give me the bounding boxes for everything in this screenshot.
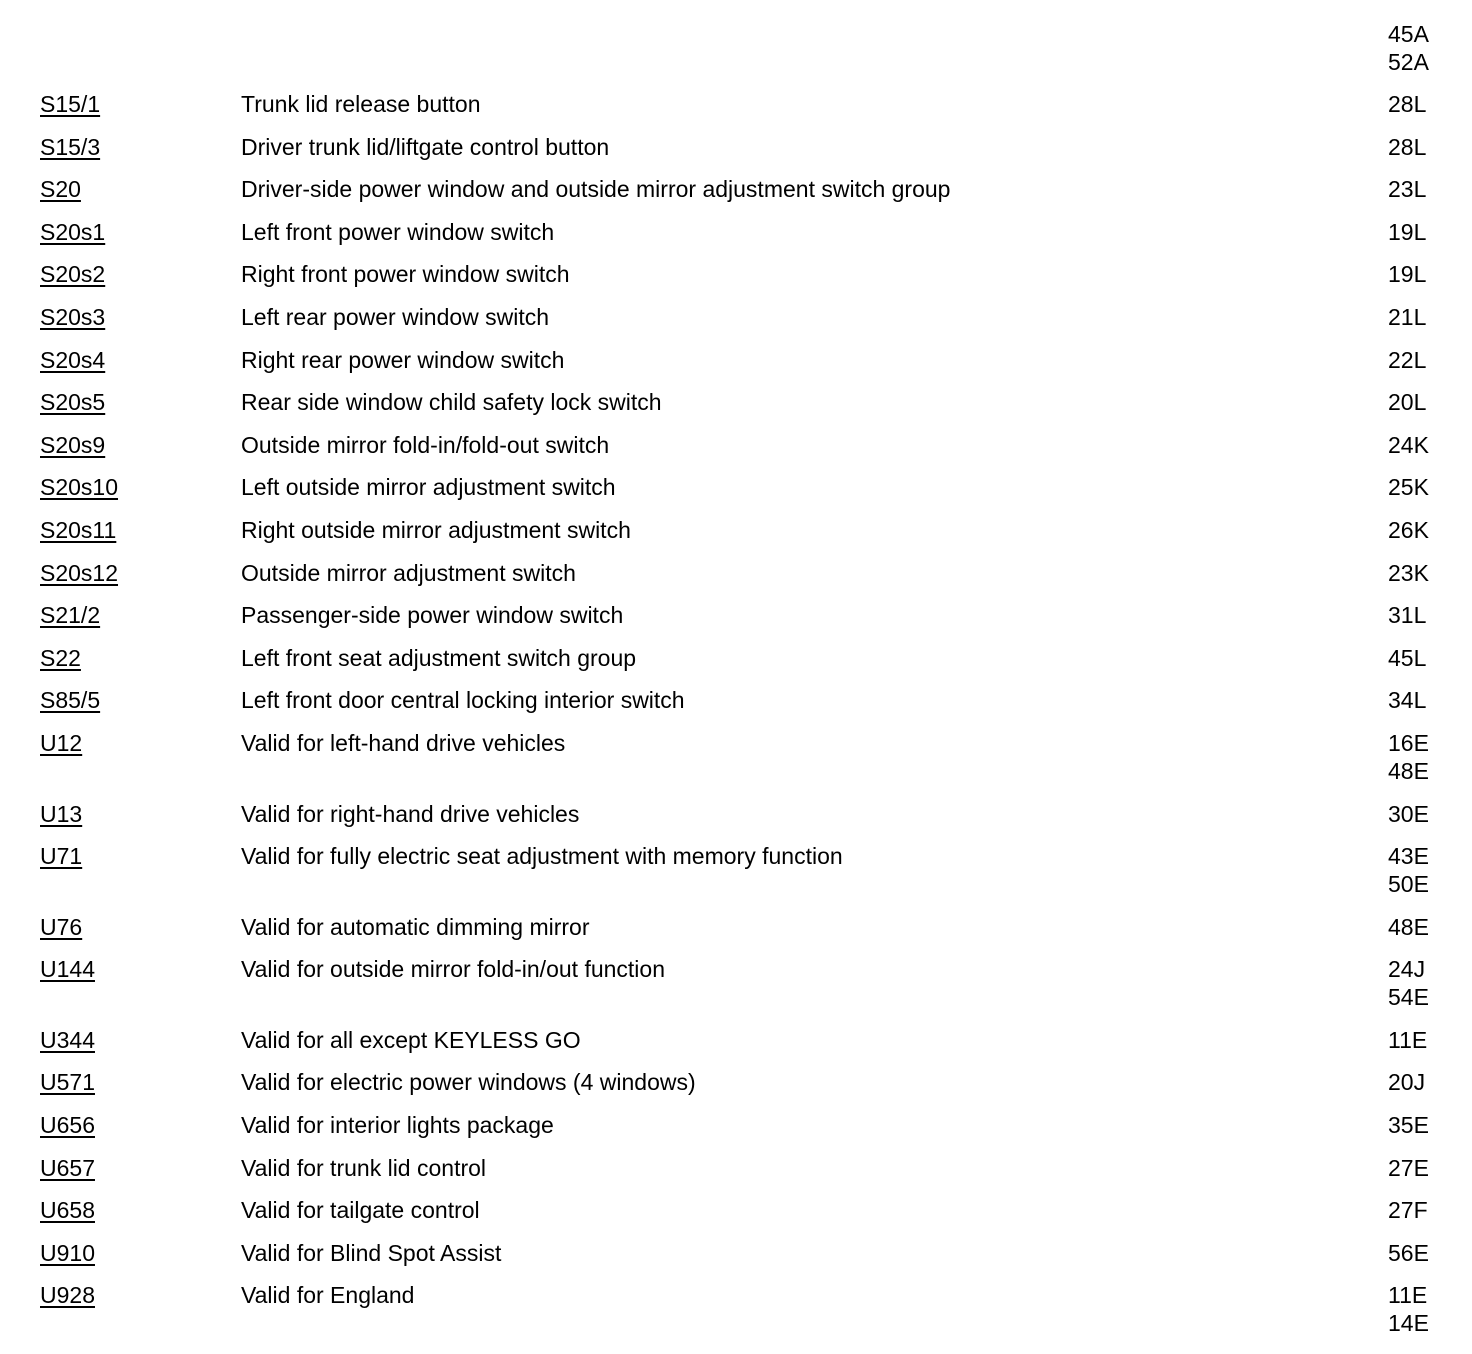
grid-ref: 23K — [1388, 559, 1429, 586]
component-code-link[interactable]: U910 — [40, 1239, 95, 1266]
grid-refs — [1388, 842, 1448, 898]
grid-ref: 31L — [1388, 602, 1427, 629]
component-code-link[interactable]: S20s9 — [40, 431, 106, 458]
grid-refs — [1388, 431, 1448, 459]
component-code-link[interactable]: S20s11 — [40, 516, 117, 543]
component-description: Valid for fully electric seat adjustment with memory function — [241, 843, 843, 870]
grid-ref: 34L — [1388, 687, 1427, 714]
grid-ref: 35E — [1388, 1112, 1429, 1139]
legend-row — [0, 729, 1472, 800]
grid-ref: 30E — [1388, 800, 1429, 827]
grid-ref: 48E — [1388, 757, 1429, 784]
grid-refs — [1388, 90, 1448, 118]
grid-ref: 27F — [1388, 1197, 1428, 1224]
grid-ref: 28L — [1388, 91, 1427, 117]
component-code-link[interactable]: U344 — [40, 1026, 95, 1053]
legend-row — [0, 1026, 1472, 1069]
legend-row — [0, 559, 1472, 602]
component-description: Right rear power window switch — [241, 346, 565, 373]
grid-ref: 27E — [1388, 1154, 1429, 1181]
grid-refs — [1388, 1196, 1448, 1224]
grid-refs — [1388, 644, 1448, 672]
grid-refs — [1388, 133, 1448, 161]
component-description: Outside mirror adjustment switch — [241, 559, 576, 586]
component-code-link[interactable]: U144 — [40, 956, 95, 983]
legend-row — [0, 1239, 1472, 1282]
component-code-link[interactable]: S22 — [40, 644, 81, 671]
legend-row — [0, 133, 1472, 176]
legend-row — [0, 388, 1472, 431]
grid-ref: 16E — [1388, 729, 1429, 756]
component-description: Left front power window switch — [241, 218, 555, 245]
grid-refs — [1388, 1239, 1448, 1267]
grid-ref: 22L — [1388, 346, 1427, 373]
grid-ref: 19L — [1388, 218, 1427, 245]
grid-ref: 21L — [1388, 303, 1427, 330]
component-code-link[interactable]: S20s5 — [40, 389, 106, 416]
legend-row — [0, 516, 1472, 559]
component-code-link[interactable]: S20s3 — [40, 303, 106, 330]
legend-row — [0, 1281, 1472, 1352]
grid-refs — [1388, 303, 1448, 331]
grid-refs — [1388, 601, 1448, 629]
component-code-link[interactable]: S85/5 — [40, 687, 101, 714]
grid-refs — [1388, 1068, 1448, 1096]
grid-ref: 50E — [1388, 871, 1429, 898]
component-description: Outside mirror fold-in/fold-out switch — [241, 431, 610, 458]
legend-row — [0, 303, 1472, 346]
component-description: Valid for tailgate control — [241, 1197, 480, 1224]
component-code-link[interactable]: U928 — [40, 1282, 95, 1309]
component-description: Valid for automatic dimming mirror — [241, 913, 590, 940]
grid-refs — [1388, 800, 1448, 828]
legend-row — [0, 800, 1472, 843]
component-description: Right outside mirror adjustment switch — [241, 516, 631, 543]
component-code-link[interactable]: S20 — [40, 176, 81, 203]
component-description: Driver-side power window and outside mirror adjustment switch group — [241, 176, 951, 203]
grid-refs — [1388, 686, 1448, 714]
grid-ref: 11E — [1388, 1026, 1428, 1053]
component-description: Valid for Blind Spot Assist — [241, 1239, 502, 1266]
legend-row — [0, 913, 1472, 956]
component-description: Passenger-side power window switch — [241, 602, 624, 629]
grid-refs — [1388, 1111, 1448, 1139]
component-code-link[interactable]: S20s10 — [40, 474, 119, 501]
legend-row — [0, 686, 1472, 729]
grid-refs — [1388, 260, 1448, 288]
legend-row — [0, 431, 1472, 474]
legend-row — [0, 1111, 1472, 1154]
grid-refs — [1388, 346, 1448, 374]
component-code-link[interactable]: U13 — [40, 800, 83, 827]
grid-ref: 43E — [1388, 843, 1429, 870]
grid-refs — [1388, 175, 1448, 203]
component-code-link[interactable]: U76 — [40, 913, 83, 940]
legend-row — [0, 260, 1472, 303]
grid-ref: 11E — [1388, 1282, 1428, 1309]
grid-ref: 28L — [1388, 133, 1427, 160]
grid-refs — [1388, 1026, 1448, 1054]
component-description: Trunk lid release button — [241, 91, 481, 117]
grid-refs — [1388, 388, 1448, 416]
component-description: Valid for left-hand drive vehicles — [241, 729, 566, 756]
grid-ref: 56E — [1388, 1239, 1429, 1266]
grid-refs — [1388, 955, 1448, 1011]
component-code-link[interactable]: U657 — [40, 1154, 95, 1181]
legend-row — [0, 1068, 1472, 1111]
legend-row — [0, 90, 1472, 133]
grid-ref: 24K — [1388, 431, 1429, 458]
legend-row — [0, 473, 1472, 516]
component-description: Left rear power window switch — [241, 303, 550, 330]
component-code-link[interactable]: U12 — [40, 729, 83, 756]
component-code-link[interactable]: S20s4 — [40, 346, 106, 373]
grid-ref: 19L — [1388, 261, 1427, 288]
legend-row — [0, 601, 1472, 644]
grid-refs — [1388, 1281, 1448, 1337]
grid-ref: 45A — [1388, 21, 1429, 47]
grid-ref: 45L — [1388, 644, 1427, 671]
grid-refs — [1388, 559, 1448, 587]
grid-refs — [1388, 516, 1448, 544]
component-description: Valid for trunk lid control — [241, 1154, 487, 1181]
grid-ref: 24J — [1388, 956, 1426, 983]
component-code-link[interactable]: S15/1 — [40, 91, 101, 117]
grid-refs — [1388, 729, 1448, 785]
component-description: Valid for England — [241, 1282, 415, 1309]
grid-refs — [1388, 1154, 1448, 1182]
component-description: Driver trunk lid/liftgate control button — [241, 133, 610, 160]
component-description: Right front power window switch — [241, 261, 570, 288]
grid-ref: 23L — [1388, 176, 1427, 203]
component-description: Valid for electric power windows (4 windows) — [241, 1069, 696, 1096]
component-code-link[interactable]: S20s1 — [40, 218, 106, 245]
component-description: Valid for all except KEYLESS GO — [241, 1026, 581, 1053]
legend-row — [0, 346, 1472, 389]
component-description: Left front door central locking interior switch — [241, 687, 685, 714]
component-description: Left outside mirror adjustment switch — [241, 474, 616, 501]
component-code-link[interactable]: S20s12 — [40, 559, 119, 586]
grid-refs — [1388, 218, 1448, 246]
component-description: Valid for interior lights package — [241, 1112, 554, 1139]
grid-ref: 54E — [1388, 984, 1429, 1011]
grid-ref: 52A — [1388, 49, 1429, 75]
legend-row — [0, 955, 1472, 1026]
legend-row — [0, 644, 1472, 687]
component-code-link[interactable]: U71 — [40, 843, 83, 870]
component-description: Rear side window child safety lock switch — [241, 389, 662, 416]
component-code-link[interactable]: U658 — [40, 1197, 95, 1224]
grid-ref: 48E — [1388, 913, 1429, 940]
grid-ref: 25K — [1388, 474, 1429, 501]
grid-refs — [1388, 913, 1448, 941]
component-description: Valid for outside mirror fold-in/out function — [241, 956, 665, 983]
component-description: Valid for right-hand drive vehicles — [241, 800, 580, 827]
grid-refs — [1388, 473, 1448, 501]
component-code-link[interactable]: U571 — [40, 1069, 95, 1096]
legend-row — [0, 842, 1472, 913]
component-code-link[interactable]: S15/3 — [40, 133, 101, 160]
grid-ref: 20J — [1388, 1069, 1426, 1096]
grid-ref: 20L — [1388, 389, 1427, 416]
legend-row — [0, 1196, 1472, 1239]
legend-row — [0, 1154, 1472, 1197]
component-code-link[interactable]: U656 — [40, 1112, 95, 1139]
legend-table — [0, 90, 1472, 1352]
legend-row — [0, 218, 1472, 261]
grid-ref: 14E — [1388, 1310, 1429, 1337]
continued-grid-refs — [1388, 20, 1448, 76]
grid-ref: 26K — [1388, 516, 1429, 543]
component-description: Left front seat adjustment switch group — [241, 644, 637, 671]
component-code-link[interactable]: S21/2 — [40, 602, 101, 629]
component-code-link[interactable]: S20s2 — [40, 261, 106, 288]
legend-row — [0, 175, 1472, 218]
